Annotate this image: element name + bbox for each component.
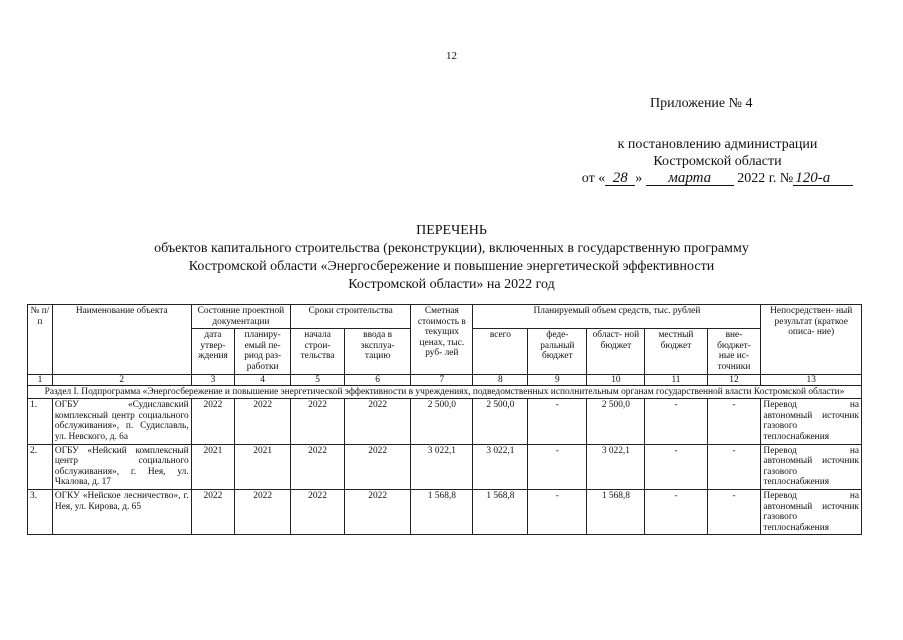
section-row [28, 385, 862, 399]
section-title: Раздел I. Подпрограмма «Энергосбережение и повышение энергетической эффективности в учреждениях, подведомственных исполнительным органам государственной власти Костромской области» [28, 385, 862, 399]
row-regional: 1 568,8 [587, 489, 645, 534]
row-period: 2021 [235, 444, 291, 489]
document-heading [0, 222, 903, 294]
row-extra: - [707, 489, 761, 534]
col-number: 9 [528, 374, 587, 385]
row-cost: 2 500,0 [411, 399, 473, 444]
decree-line-1: к постановлению администрации [617, 137, 818, 152]
col-number: 3 [191, 374, 235, 385]
header-extrabudget: вне- бюджет- ные ис- точники [707, 329, 761, 374]
row-num: 2. [28, 444, 53, 489]
row-object-name: ОГКУ «Нейское лесничество», г. Нея, ул. Кирова, д. 65 [52, 489, 191, 534]
col-number: 7 [411, 374, 473, 385]
date-prefix: от « [581, 171, 606, 186]
page-number: 12 [446, 50, 457, 62]
col-number: 6 [344, 374, 410, 385]
row-total: 2 500,0 [473, 399, 528, 444]
header-start: начала строи- тельства [291, 329, 345, 374]
header-construction-terms: Сроки строительства [291, 305, 411, 329]
row-commission: 2022 [344, 399, 410, 444]
row-result: Перевод на автономный источник газового теплоснабжения [761, 489, 862, 534]
header-name: Наименование объекта [52, 305, 191, 375]
col-number: 4 [235, 374, 291, 385]
col-number: 1 [28, 374, 53, 385]
heading-line-1: объектов капитального строительства (реконструкции), включенных в государственную программу [154, 241, 749, 256]
decree-date-line [575, 170, 860, 187]
row-total: 3 022,1 [473, 444, 528, 489]
row-num: 1. [28, 399, 53, 444]
handwritten-month: марта [646, 171, 734, 186]
col-number: 11 [645, 374, 707, 385]
row-object-name: ОГБУ «Нейский комплексный центр социального обслуживания», г. Нея, ул. Чкалова, д. 17 [52, 444, 191, 489]
row-regional: 3 022,1 [587, 444, 645, 489]
row-period: 2022 [235, 489, 291, 534]
row-federal: - [528, 444, 587, 489]
row-commission: 2022 [344, 444, 410, 489]
date-year: 2022 г. № [737, 171, 794, 186]
header-estimated-cost: Сметная стоимость в текущих ценах, тыс. руб- лей [411, 305, 473, 375]
header-local: местный бюджет [645, 329, 707, 374]
heading-title: ПЕРЕЧЕНЬ [416, 223, 487, 238]
row-result: Перевод на автономный источник газового теплоснабжения [761, 399, 862, 444]
col-number: 13 [761, 374, 862, 385]
heading-line-3: Костромской области» на 2022 год [348, 277, 555, 292]
header-result: Непосредствен- ный результат (краткое описа- ние) [761, 305, 862, 375]
heading-line-2: Костромской области «Энергосбережение и повышение энергетической эффективности [188, 259, 715, 274]
decree-line-2: Костромской области [653, 154, 782, 169]
row-federal: - [528, 489, 587, 534]
row-total: 1 568,8 [473, 489, 528, 534]
header-num: № п/п [28, 305, 53, 375]
row-regional: 2 500,0 [587, 399, 645, 444]
row-start: 2022 [291, 399, 345, 444]
table-row [28, 444, 862, 489]
header-federal: феде- ральный бюджет [528, 329, 587, 374]
row-object-name: ОГБУ «Судиславский комплексный центр социального обслуживания», п. Судиславль, ул. Невского, д. 6а [52, 399, 191, 444]
header-planned-funds: Планируемый объем средств, тыс. рублей [473, 305, 761, 329]
row-cost: 3 022,1 [411, 444, 473, 489]
handwritten-day: 28 [605, 171, 635, 186]
header-commission: ввода в эксплуа- тацию [344, 329, 410, 374]
row-num: 3. [28, 489, 53, 534]
appendix-label: Приложение № 4 [650, 96, 753, 111]
row-cost: 1 568,8 [411, 489, 473, 534]
col-number: 10 [587, 374, 645, 385]
decree-reference [575, 136, 860, 187]
header-row-1 [28, 305, 862, 329]
row-start: 2022 [291, 489, 345, 534]
header-approval-date: дата утвер- ждения [191, 329, 235, 374]
row-approval: 2022 [191, 489, 235, 534]
row-approval: 2022 [191, 399, 235, 444]
table-row [28, 399, 862, 444]
row-result: Перевод на автономный источник газового теплоснабжения [761, 444, 862, 489]
col-number: 2 [52, 374, 191, 385]
row-approval: 2021 [191, 444, 235, 489]
date-mid: » [635, 171, 643, 186]
row-local: - [645, 399, 707, 444]
col-number: 12 [707, 374, 761, 385]
handwritten-decree-number: 120-а [793, 171, 853, 186]
row-local: - [645, 444, 707, 489]
row-start: 2022 [291, 444, 345, 489]
col-number: 5 [291, 374, 345, 385]
row-commission: 2022 [344, 489, 410, 534]
row-extra: - [707, 444, 761, 489]
header-total: всего [473, 329, 528, 374]
objects-table [27, 304, 862, 535]
row-period: 2022 [235, 399, 291, 444]
header-regional: област- ной бюджет [587, 329, 645, 374]
column-number-row [28, 374, 862, 385]
row-extra: - [707, 399, 761, 444]
row-local: - [645, 489, 707, 534]
col-number: 8 [473, 374, 528, 385]
header-planned-period: планиру- емый пе- риод раз- работки [235, 329, 291, 374]
table-row [28, 489, 862, 534]
header-design-state: Состояние проектной документации [191, 305, 290, 329]
row-federal: - [528, 399, 587, 444]
